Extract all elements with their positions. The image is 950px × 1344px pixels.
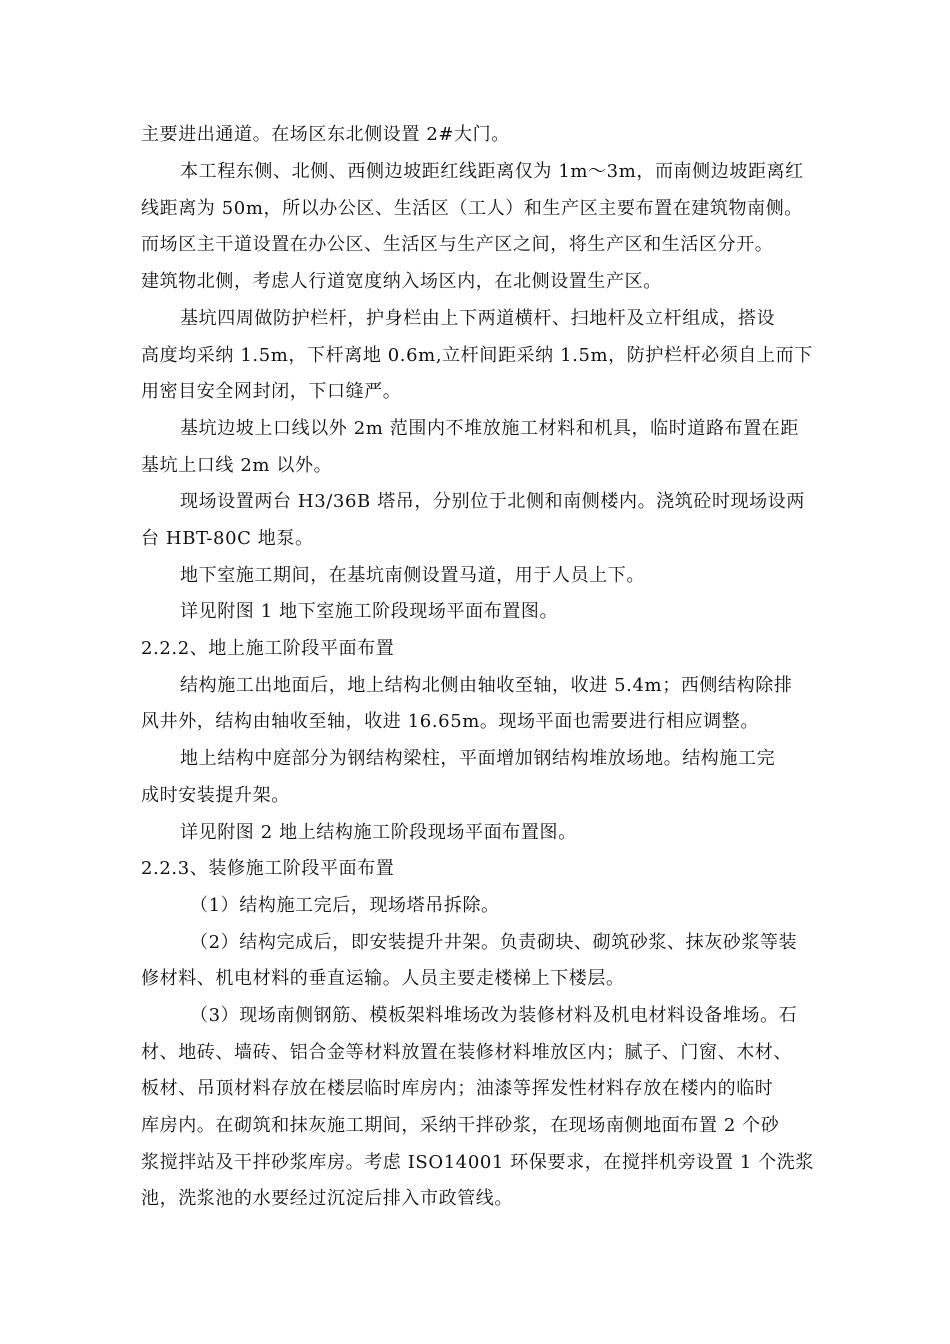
text-line: 材、地砖、墙砖、铝合金等材料放置在装修材料堆放区内；腻子、门窗、木材、 (141, 1042, 792, 1063)
paragraph-start: 结构施工出地面后，地上结构北侧由轴收至轴，收进 5.4m；西侧结构除排 (180, 675, 793, 696)
text-line: 而场区主干道设置在办公区、生活区与生产区之间，将生产区和生活区分开。 (141, 234, 774, 255)
text-line: 建筑物北侧，考虑人行道宽度纳入场区内，在北侧设置生产区。 (141, 271, 662, 292)
text-line: 池，洗浆池的水要经过沉淀后排入市政管线。 (141, 1188, 513, 1209)
paragraph-start: 详见附图 1 地下室施工阶段现场平面布置图。 (180, 601, 559, 622)
list-item: （1）结构施工完后，现场塔吊拆除。 (190, 895, 500, 916)
paragraph-start: 基坑边坡上口线以外 2m 范围内不堆放施工材料和机具，临时道路布置在距 (180, 418, 799, 439)
text-line: 基坑上口线 2m 以外。 (141, 455, 333, 476)
paragraph-start: 地上结构中庭部分为钢结构梁柱，平面增加钢结构堆放场地。结构施工完 (180, 748, 776, 769)
text-line: 风井外，结构由轴收至轴，收进 16.65m。现场平面也需要进行相应调整。 (141, 711, 759, 732)
text-line: 台 HBT-80C 地泵。 (141, 528, 314, 549)
paragraph-start: 详见附图 2 地上结构施工阶段现场平面布置图。 (180, 822, 577, 843)
list-item: （3）现场南侧钢筋、模板架料堆场改为装修材料及机电材料设备堆场。石 (190, 1005, 798, 1026)
text-line: 浆搅拌站及干拌砂浆库房。考虑 ISO14001 环保要求，在搅拌机旁设置 1 个洗浆 (141, 1152, 814, 1173)
text-line: 用密目安全网封闭，下口缝严。 (141, 381, 402, 402)
text-line: 主要进出通道。在场区东北侧设置 2#大门。 (141, 124, 510, 145)
paragraph-start: 地下室施工期间，在基坑南侧设置马道，用于人员上下。 (180, 565, 645, 586)
text-line: 线距离为 50m，所以办公区、生活区（工人）和生产区主要布置在建筑物南侧。 (141, 198, 803, 219)
paragraph-start: 现场设置两台 H3/36B 塔吊，分别位于北侧和南侧楼内。浇筑砼时现场设两 (180, 491, 805, 512)
text-line: 成时安装提升架。 (141, 785, 290, 806)
paragraph-start: 基坑四周做防护栏杆，护身栏由上下两道横杆、扫地杆及立杆组成，搭设 (180, 308, 776, 329)
text-line: 高度均采纳 1.5m，下杆离地 0.6m,立杆间距采纳 1.5m，防护栏杆必须自上而下 (141, 345, 813, 366)
section-heading: 2.2.2、地上施工阶段平面布置 (141, 638, 395, 659)
paragraph-start: 本工程东侧、北侧、西侧边坡距红线距离仅为 1m～3m，而南侧边坡距离红 (180, 161, 804, 182)
list-item: （2）结构完成后，即安装提升井架。负责砌块、砌筑砂浆、抹灰砂浆等装 (190, 932, 798, 953)
section-heading: 2.2.3、装修施工阶段平面布置 (141, 858, 395, 879)
text-line: 板材、吊顶材料存放在楼层临时库房内；油漆等挥发性材料存放在楼内的临时 (141, 1078, 774, 1099)
text-line: 修材料、机电材料的垂直运输。人员主要走楼梯上下楼层。 (141, 968, 625, 989)
text-line: 库房内。在砌筑和抹灰施工期间，采纳干拌砂浆，在现场南侧地面布置 2 个砂 (141, 1115, 780, 1136)
